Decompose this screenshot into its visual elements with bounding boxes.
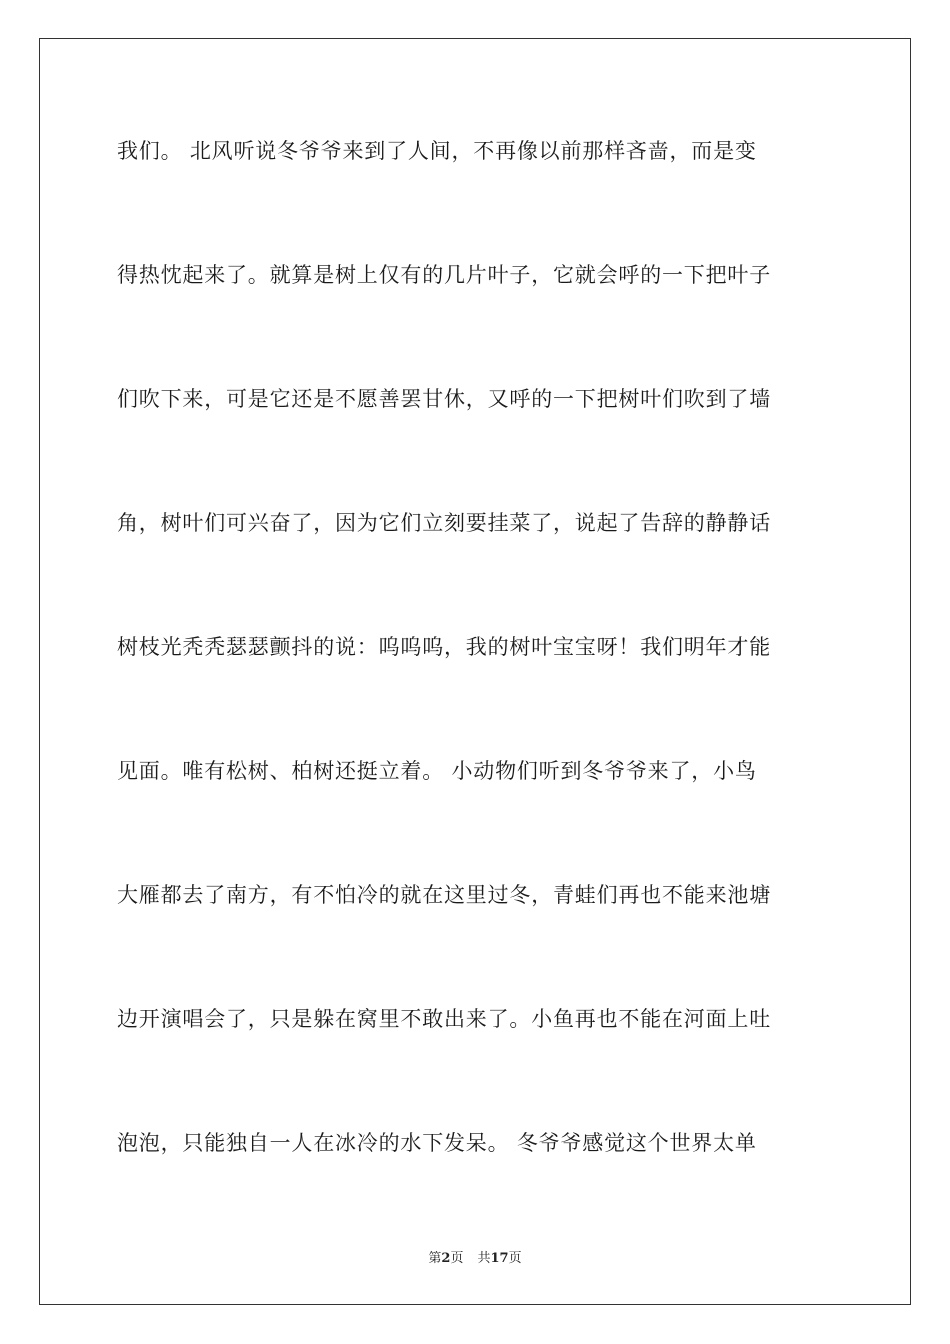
text-line: 们吹下来，可是它还是不愿善罢甘休，又呼的一下把树叶们吹到了墙 — [117, 387, 771, 411]
text-line: 我们。 北风听说冬爷爷来到了人间，不再像以前那样吝啬，而是变 — [117, 139, 757, 163]
text-line: 树枝光秃秃瑟瑟颤抖的说：呜呜呜，我的树叶宝宝呀！我们明年才能 — [117, 635, 771, 659]
page-footer — [0, 1247, 950, 1266]
text-line: 角，树叶们可兴奋了，因为它们立刻要挂菜了，说起了告辞的静静话 — [117, 511, 771, 535]
total-label-suffix: 页 — [508, 1251, 522, 1266]
text-line: 大雁都去了南方，有不怕冷的就在这里过冬，青蛙们再也不能来池塘 — [117, 883, 771, 907]
text-line: 边开演唱会了，只是躲在窝里不敢出来了。小鱼再也不能在河面上吐 — [117, 1007, 771, 1031]
total-label-prefix: 共 — [477, 1251, 491, 1266]
text-line: 见面。唯有松树、柏树还挺立着。 小动物们听到冬爷爷来了，小鸟 — [117, 759, 757, 783]
text-line: 得热忱起来了。就算是树上仅有的几片叶子，它就会呼的一下把叶子 — [117, 263, 771, 287]
document-body — [117, 127, 835, 1243]
current-page-number: 2 — [441, 1251, 451, 1266]
page-label-suffix: 页 — [450, 1251, 464, 1266]
text-line: 泡泡，只能独自一人在冰冷的水下发呆。 冬爷爷感觉这个世界太单 — [117, 1131, 757, 1155]
total-page-count: 17 — [490, 1251, 509, 1266]
page-label-prefix: 第 — [428, 1251, 442, 1266]
